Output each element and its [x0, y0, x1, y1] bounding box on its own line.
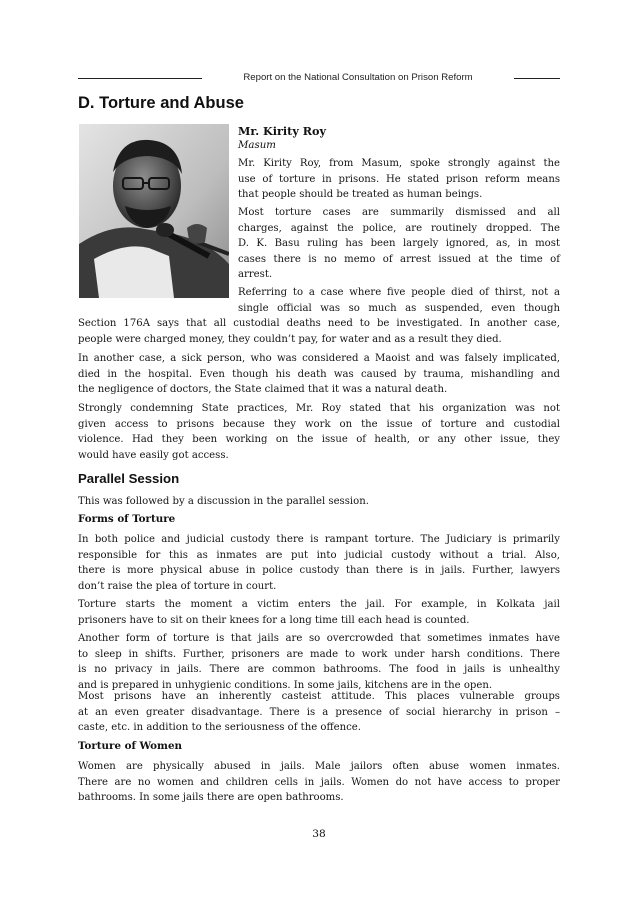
text-line: there is more physical abuse in police custody than there is in jails. Further, lawyers — [78, 565, 560, 576]
paragraph-condemning — [78, 401, 560, 463]
page-number: 38 — [312, 828, 326, 840]
text-line: charges, against the police, are routinely dropped. The — [238, 222, 560, 234]
text-line: Section 176A says that all custodial deaths need to be investigated. In another case, — [78, 318, 560, 329]
paragraph-custody-torture — [78, 532, 560, 594]
paragraph-casteist — [78, 689, 560, 736]
paragraph-jail-entry — [78, 597, 560, 628]
text-line: Mr. Kirity Roy, from Masum, spoke strongly against the — [238, 158, 560, 169]
header-rule-right — [514, 78, 560, 79]
text-line: died in the hospital. Even though his death was caused by trauma, mishandling and — [78, 368, 560, 380]
text-line: single official was so much as suspended, even though — [238, 302, 560, 314]
text-line: would have easily got access. — [78, 449, 229, 461]
text-line: Most torture cases are summarily dismissed and all — [238, 207, 560, 218]
forms-of-torture-heading: Forms of Torture — [78, 513, 176, 525]
text-line: prisoners have to sit on their knees for a long time till each head is counted. — [78, 614, 470, 626]
section-title: D. Torture and Abuse — [78, 94, 244, 112]
header-text: Report on the National Consultation on Prison Reform — [243, 72, 473, 83]
text-line: at an even greater disadvantage. There is a presence of social hierarchy in prison – — [78, 706, 560, 718]
paragraph-dismissed-cases — [238, 205, 560, 283]
text-line: use of torture in prisons. He stated prison reform means — [238, 173, 560, 185]
text-line: bathrooms. In some jails there are open bathrooms. — [78, 792, 344, 803]
speaker-name: Mr. Kirity Roy — [238, 124, 326, 138]
text-line: responsible for this as inmates are put into judicial custody without a trial. Also, — [78, 549, 560, 561]
text-line: Referring to a case where five people died of thirst, not a — [238, 287, 560, 298]
text-line: Strongly condemning State practices, Mr. Roy stated that his organization was not — [78, 403, 560, 414]
running-header — [78, 71, 560, 85]
torture-of-women-heading: Torture of Women — [78, 740, 182, 752]
text-line: In both police and judicial custody there is rampant torture. The Judiciary is primarily — [78, 534, 560, 545]
parallel-session-heading: Parallel Session — [78, 471, 180, 486]
text-line: D. K. Basu ruling has been largely ignored, as, in most — [238, 238, 560, 249]
text-line: Torture starts the moment a victim enters the jail. For example, in Kolkata jail — [78, 599, 560, 610]
speaker-organization: Masum — [238, 140, 276, 151]
header-rule-left — [78, 78, 202, 79]
text-line: Most prisons have an inherently casteist attitude. This places vulnerable groups — [78, 691, 560, 702]
text-line: arrest. — [238, 269, 273, 280]
paragraph-parallel-intro — [78, 494, 560, 510]
text-line: In another case, a sick person, who was considered a Maoist and was falsely implicated, — [78, 353, 560, 364]
paragraph-intro — [238, 156, 560, 203]
paragraph-women — [78, 759, 560, 806]
paragraph-thirst-case-end — [78, 316, 560, 347]
text-line: violence. Had they been working on the issue of health, or any other issue, they — [78, 434, 560, 445]
text-line: and is prepared in unhygienic conditions. In some jails, kitchens are in the open. — [78, 679, 493, 691]
text-line: caste, etc. in addition to the seriousness of the offence. — [78, 722, 361, 733]
text-line: people were charged money, they couldn’t pay, for water and as a result they died. — [78, 333, 502, 345]
text-line: that people should be treated as human beings. — [238, 189, 483, 200]
paragraph-sick-person — [78, 351, 560, 398]
text-line: the negligence of doctors, the State claimed that it was a natural death. — [78, 384, 448, 395]
text-line: cases there is no memo of arrest issued at the time of — [238, 253, 560, 265]
text-line: given access to prisons because they work on the issue of torture and custodial — [78, 418, 560, 430]
text-line: Women are physically abused in jails. Male jailors often abuse women inmates. — [78, 761, 560, 772]
text-line: There are no women and children cells in jails. Women do not have access to proper — [78, 776, 560, 788]
text-line: is no privacy in jails. There are common bathrooms. The food in jails is unhealthy — [78, 664, 560, 675]
text-line: to sleep in shifts. Further, prisoners are made to work under harsh conditions. There — [78, 648, 560, 660]
text-line: don’t raise the plea of torture in court. — [78, 580, 277, 592]
speaker-photo — [79, 124, 229, 298]
paragraph-overcrowding — [78, 631, 560, 693]
paragraph-thirst-case-start — [238, 285, 560, 316]
text-line: This was followed by a discussion in the parallel session. — [78, 496, 369, 507]
text-line: Another form of torture is that jails are so overcrowded that sometimes inmates have — [78, 633, 560, 644]
